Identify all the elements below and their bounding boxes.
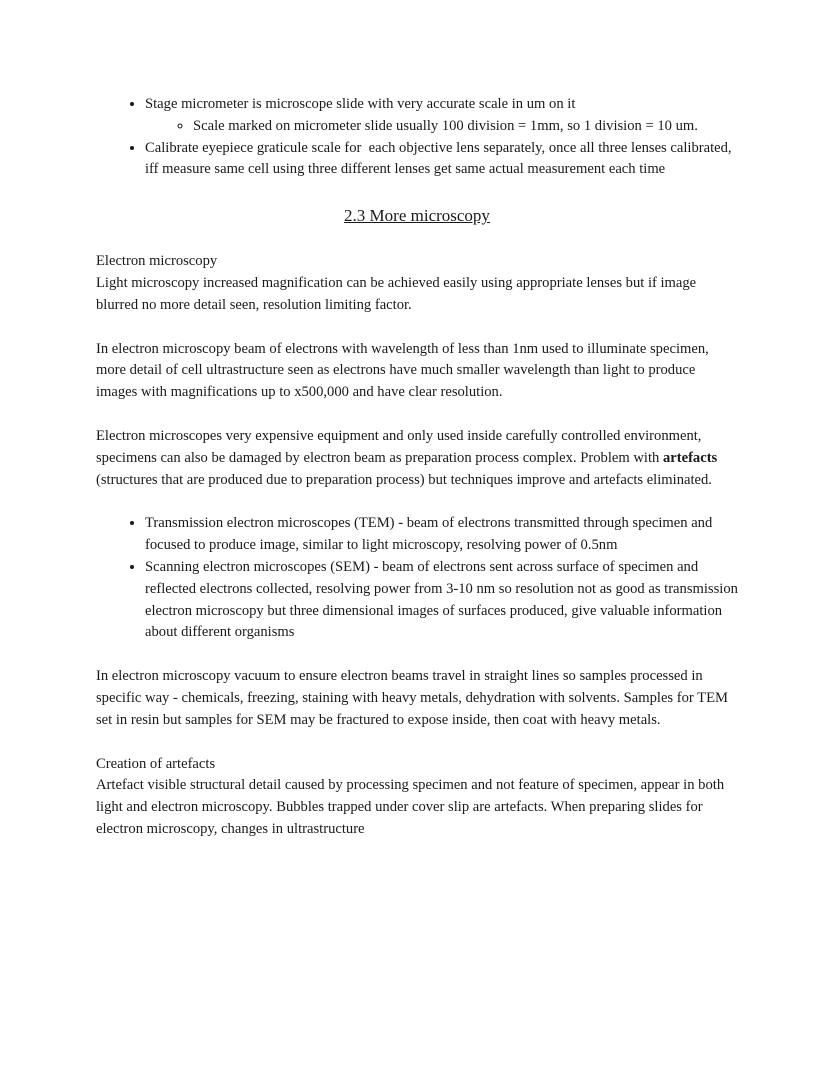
paragraph	[96, 426, 738, 491]
microscope-types-bullet-list	[96, 513, 742, 644]
list-item	[145, 557, 742, 644]
section-creation-of-artefacts	[96, 754, 738, 841]
bold-term: artefacts	[662, 449, 718, 466]
paragraph: Artefact visible structural detail caused by processing specimen and not feature of specimen, appear in both light and electron microscopy. Bubbles trapped under cover slip are artefacts. When preparing slides for electron microscopy, changes in ultrastructure	[96, 777, 728, 837]
list-item	[145, 94, 738, 138]
list-item-text: Calibrate eyepiece graticule scale for each objective lens separately, once all three lenses calibrated, iff measure same cell using three different lenses get same actual measurement each time	[145, 139, 736, 178]
paragraph: Light microscopy increased magnification can be achieved easily using appropriate lenses but if image blurred no more detail seen, resolution limiting factor.	[96, 274, 700, 313]
section-heading: 2.3 More microscopy	[344, 206, 490, 226]
paragraph-text: (structures that are produced due to preparation process) but techniques improve and artefacts eliminated.	[96, 449, 721, 488]
subheading: Creation of artefacts	[96, 755, 216, 772]
list-item-text: Transmission electron microscopes (TEM) - beam of electrons transmitted through specimen and focused to produce image, similar to light microscopy, resolving power of 0.5nm	[145, 515, 716, 554]
paragraph: In electron microscopy beam of electrons with wavelength of less than 1nm used to illuminate specimen, more detail of cell ultrastructure seen as electrons have much smaller wavelength than light to produce images with magnifications up to x500,000 and have clear resolution.	[96, 340, 713, 401]
paragraph-text: Electron microscopes very expensive equipment and only used inside carefully controlled environment, specimens can also be damaged by electron beam as preparation process complex. Problem with	[96, 427, 706, 466]
list-item	[145, 138, 738, 182]
list-item-text: Scanning electron microscopes (SEM) - beam of electrons sent across surface of specimen and reflected electrons collected, resolving power from 3-10 nm so resolution not as good as transmission electron microscopy but three dimensional images of surfaces produced, give valuable information about different organisms	[145, 558, 742, 641]
nested-bullet-list	[145, 116, 738, 138]
calibration-bullet-list	[96, 94, 738, 181]
list-item-text: Scale marked on micrometer slide usually 100 division = 1mm, so 1 division = 10 um.	[193, 117, 698, 134]
subheading: Electron microscopy	[96, 253, 218, 270]
paragraph: In electron microscopy vacuum to ensure electron beams travel in straight lines so samples processed in specific way - chemicals, freezing, staining with heavy metals, dehydration with solvents. Samples for TEM set in resin but samples for SEM may be fractured to expose inside, then coat with heavy metals.	[96, 668, 732, 728]
list-item	[193, 116, 738, 138]
list-item	[145, 513, 738, 557]
section-electron-microscopy	[96, 251, 738, 316]
list-item-text: Stage micrometer is microscope slide with very accurate scale in um on it	[145, 96, 576, 112]
